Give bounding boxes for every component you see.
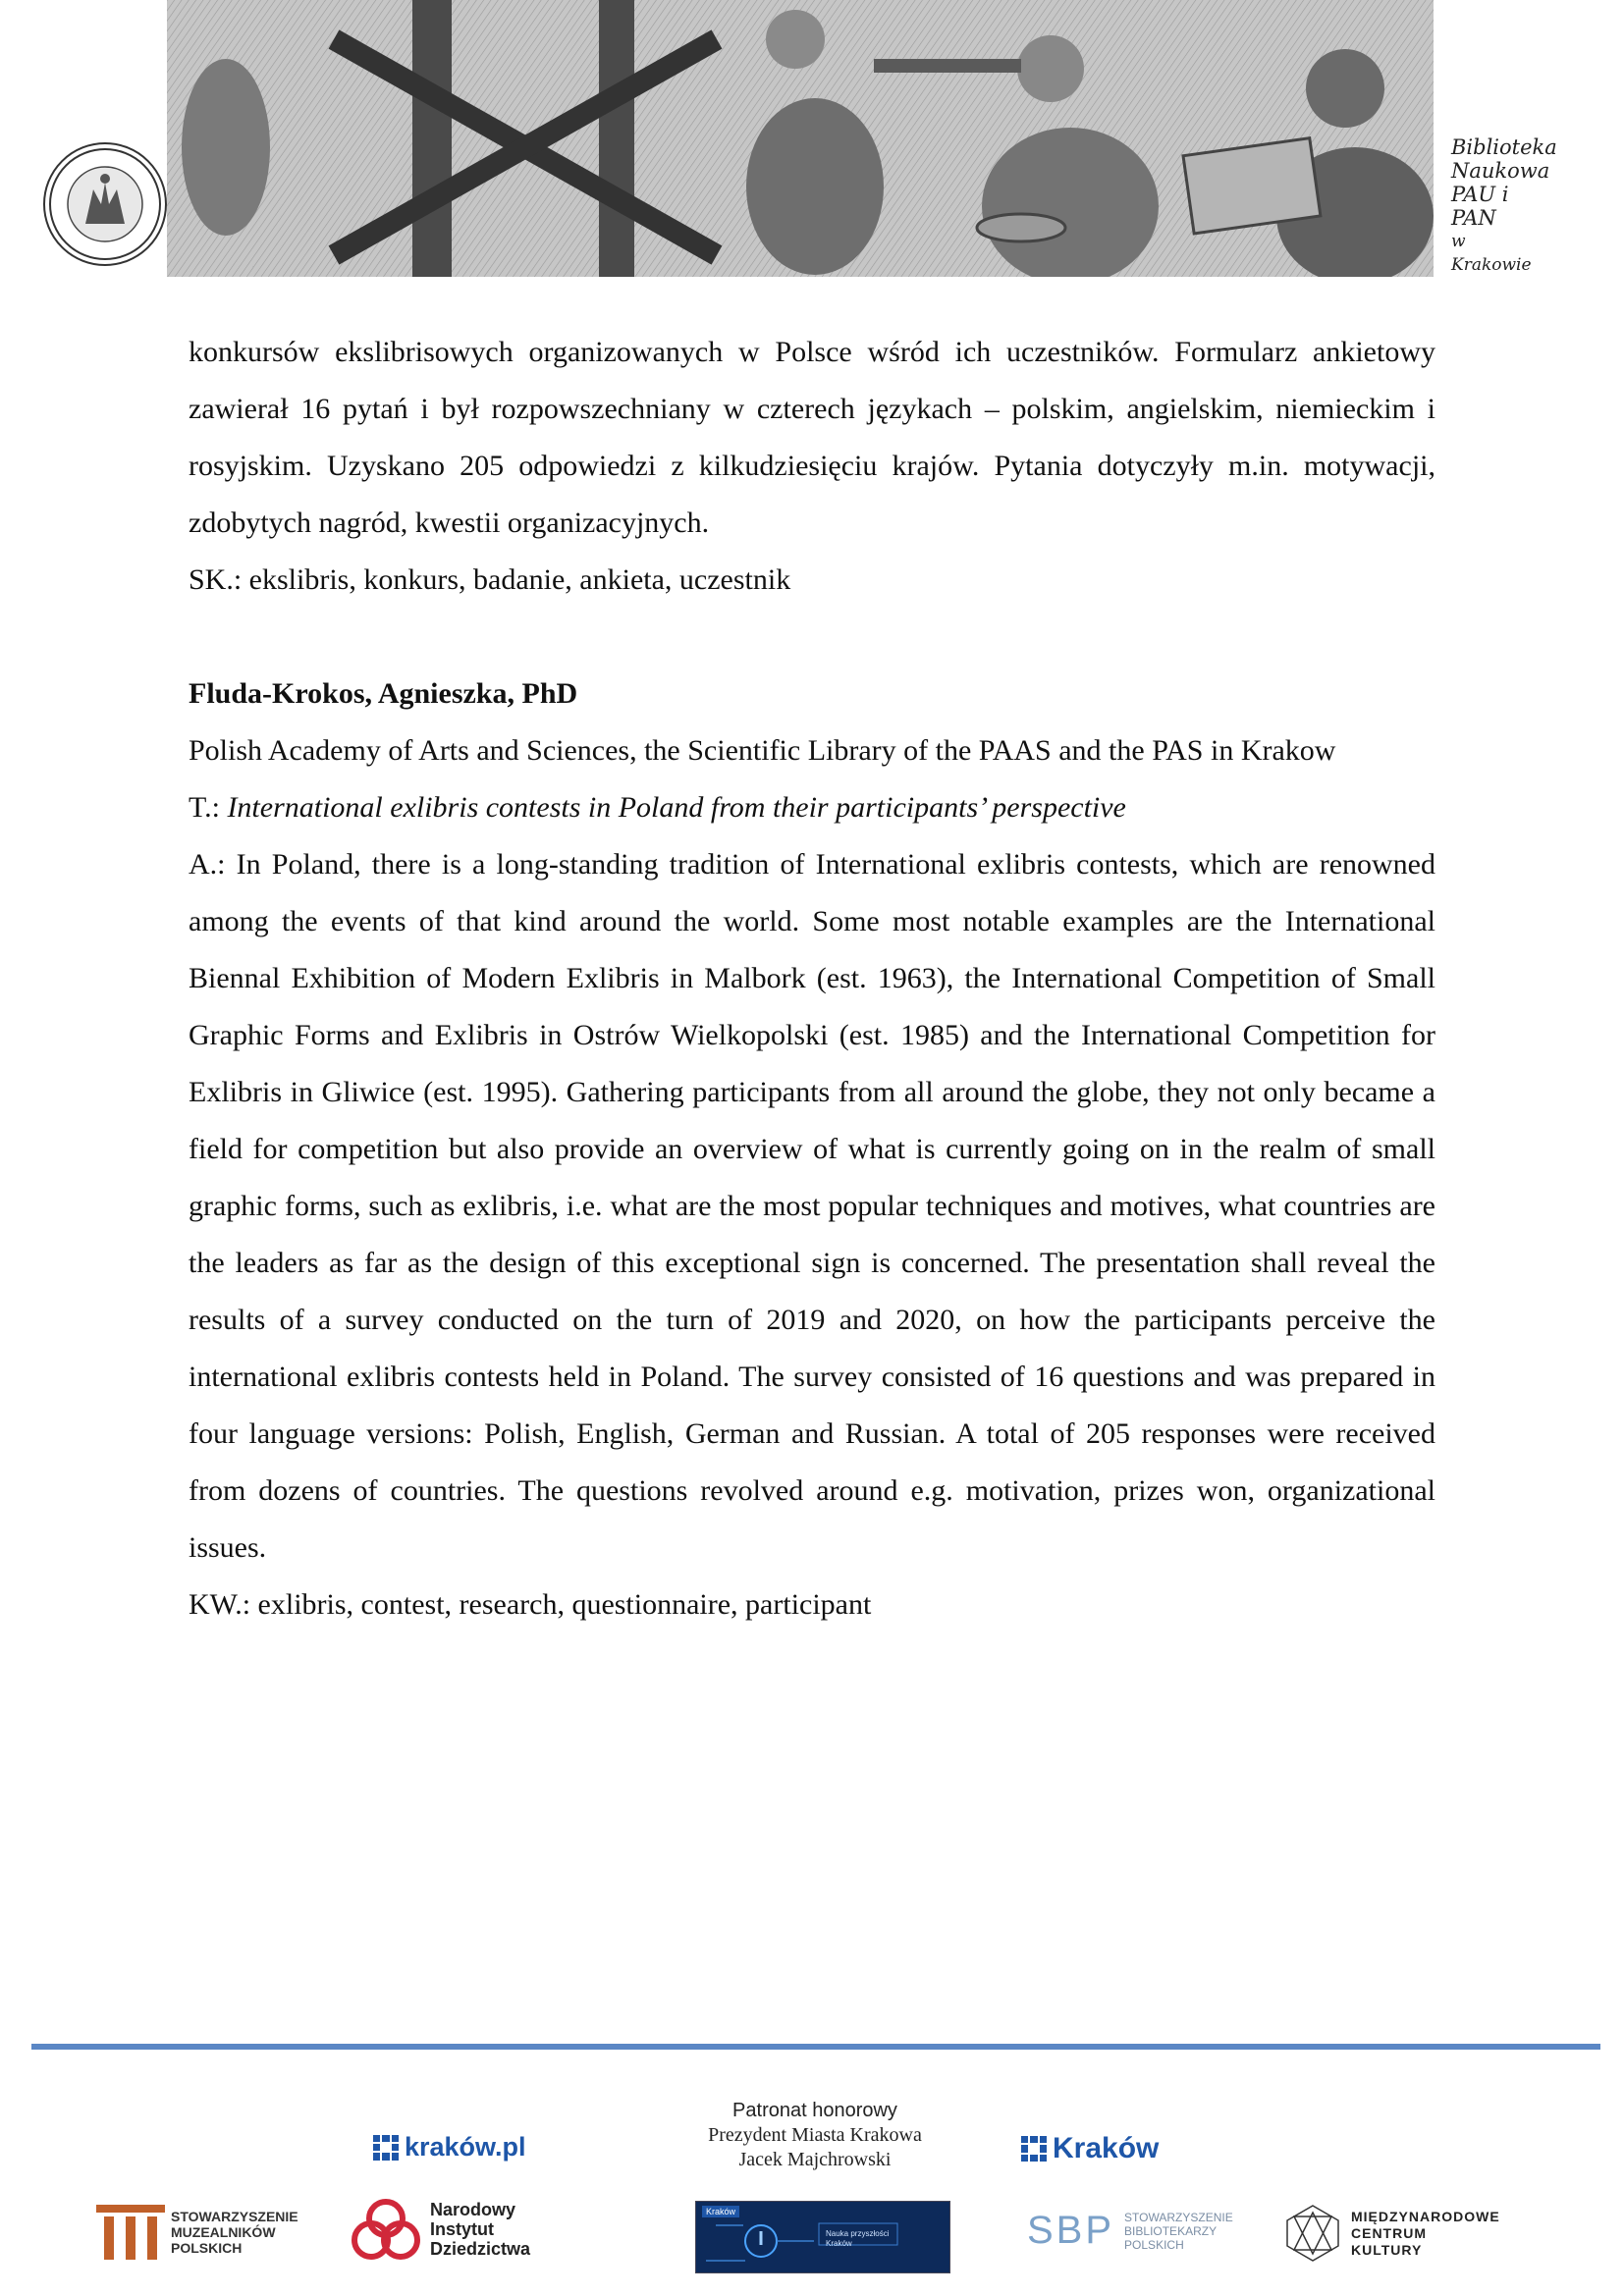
library-logo-line: w Krakowie [1451,232,1532,275]
nid-line: Instytut [430,2219,494,2239]
paper-title-line [189,779,1435,836]
krakow-pl-logo [373,2132,526,2163]
heritage-institute-logo [352,2199,530,2260]
patron-heading: Patronat honorowy [732,2100,897,2121]
footer-divider [31,2044,1600,2050]
sbp-line: POLSKICH [1124,2237,1184,2252]
banner-line: Kraków [826,2239,852,2248]
nid-line: Narodowy [430,2200,516,2219]
library-logo-line: PAU i PAN [1451,183,1509,230]
smp-line: STOWARZYSZENIE [171,2209,298,2224]
honorary-patronage [668,2099,962,2172]
smp-line: MUZEALNIKÓW [171,2224,276,2240]
library-logo-line: Naukowa [1451,159,1550,183]
krakow-grid-icon [1021,2136,1047,2162]
krakow-text: Kraków [1053,2132,1160,2164]
english-keywords: KW.: exlibris, contest, research, questionnaire, participant [189,1588,872,1621]
mck-line: MIĘDZYNARODOWE [1351,2208,1500,2224]
scientific-library-logo [1451,135,1557,275]
library-logo-line: Biblioteka [1451,135,1557,159]
krakow-pl-text: kraków.pl [405,2132,526,2162]
paper-title: International exlibris contests in Poland from their participants’ perspective [227,791,1126,824]
english-abstract: A.: In Poland, there is a long-standing tradition of International exlibris contests, which are renowned among the events of that kind around the world. Some most notable examples are the International Biennal Exhibition of Modern Exlibris in Malbork (est. 1963), the International Competition of Small Graphic Forms and Exlibris in Ostrów Wielkopolski (est. 1985) and the International Competition for Exlibris in Gliwice (est. 1995). Gathering participants from all around the globe, they not only became a field for competition but also provide an overview of what is currently going on in the realm of small graphic forms, such as exlibris, i.e. what are the most popular techniques and motives, what countries are the leaders as far as the design of this exceptional sign is concerned. The presentation shall reveal the results of a survey conducted on the turn of 2019 and 2020, on how the participants perceive the international exlibris contests held in Poland. The survey consisted of 16 questions and was prepared in four language versions: Polish, English, German and Russian. A total of 205 responses were received from dozens of countries. The questions revolved around e.g. motivation, prizes won, organizational issues. [189,848,1435,1564]
trefoil-icon [352,2199,420,2260]
polish-keywords: SK.: ekslibris, konkurs, badanie, ankieta, uczestnik [189,563,791,596]
header-engraving-image [167,0,1434,277]
banner-line: Nauka przyszłości [826,2229,890,2238]
polish-abstract-continuation: konkursów ekslibrisowych organizowanych w Polsce wśród ich uczestników. Formularz ankietowy zawierał 16 pytań i był rozpowszechniany w czterech językach – polskim, angielskim, niemieckim i rosyjskim. Uzyskano 205 odpowiedzi z kilkudziesięciu krajów. Pytania dotyczyły m.in. motywacji, zdobytych nagród, kwestii organizacyjnych. [189,336,1435,539]
geometric-star-icon [1282,2203,1343,2264]
sbp-line: BIBLIOTEKARZY [1124,2223,1218,2238]
mck-line: CENTRUM [1351,2224,1427,2241]
sbp-line: STOWARZYSZENIE [1124,2210,1233,2224]
international-culture-centre-logo [1282,2203,1500,2264]
krakow-grid-icon [373,2135,399,2161]
author-name: Fluda-Krokos, Agnieszka, PhD [189,677,578,710]
museum-association-logo [96,2205,298,2260]
academy-seal-logo [43,142,167,266]
banner-tag: Kraków [702,2206,739,2217]
krakow-science-banner [695,2201,950,2273]
krakow-city-logo [1021,2132,1159,2165]
nid-line: Dziedzictwa [430,2239,531,2259]
author-affiliation: Polish Academy of Arts and Sciences, the Scientific Library of the PAAS and the PAS in Krakow [189,734,1336,767]
document-body [189,324,1435,1633]
section-spacer [189,609,1435,666]
patron-name: Jacek Majchrowski [738,2149,892,2170]
sbp-acronym: SBP [1027,2209,1115,2252]
mck-line: KULTURY [1351,2241,1423,2258]
smp-line: POLSKICH [171,2240,243,2256]
columns-icon [96,2205,165,2260]
librarians-association-logo [1027,2209,1233,2253]
seal-emblem-icon [46,145,164,263]
patron-title: Prezydent Miasta Krakowa [708,2124,922,2146]
title-label: T.: [189,791,228,824]
